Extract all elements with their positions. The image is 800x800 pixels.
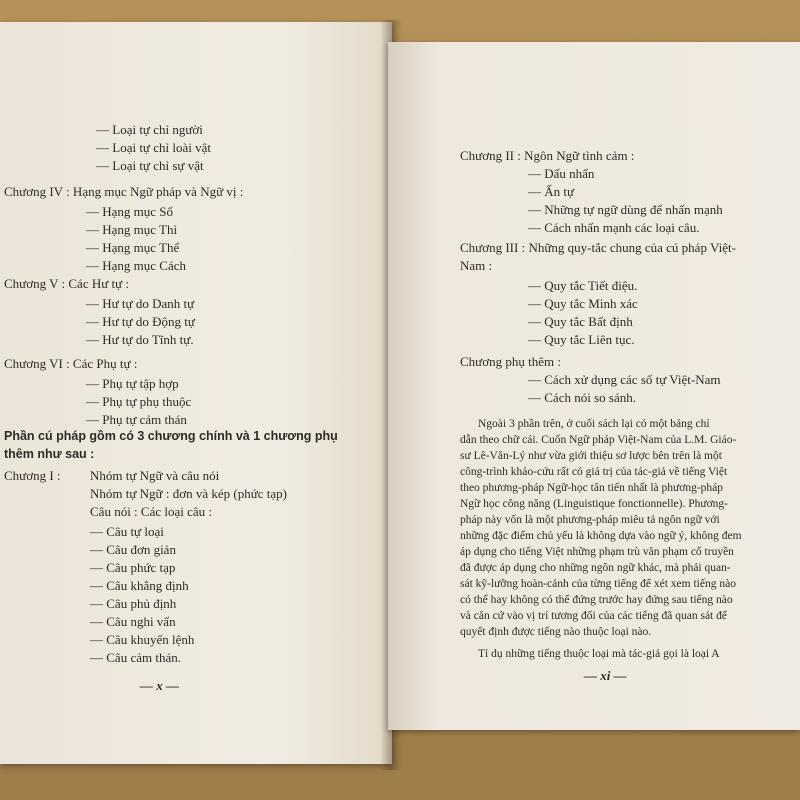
list-item: — Quy tắc Liên tục. <box>528 332 635 347</box>
page-number: — xi — <box>584 668 627 683</box>
chapter-heading-cont: Nam : <box>460 258 493 273</box>
list-item: — Loại tự chỉ người <box>96 122 203 137</box>
list-item: — Cách nhấn mạnh các loại câu. <box>528 220 700 235</box>
list-item: — Câu phức tạp <box>90 560 176 575</box>
list-item: — Quy tắc Bất định <box>528 314 633 329</box>
section-intro: thêm như sau : <box>4 447 95 461</box>
chapter-subline: Câu nói : Các loại câu : <box>90 504 213 519</box>
list-item: — Loại tự chỉ loài vật <box>96 140 211 155</box>
list-item: — Hạng mục Thể <box>86 240 180 255</box>
chapter-heading: Chương V : Các Hư tự : <box>4 276 130 291</box>
list-item: — Quy tắc Minh xác <box>528 296 638 311</box>
list-item: — Câu khuyến lệnh <box>90 632 195 647</box>
paragraph-line: sát kỹ-lưỡng hoàn-cảnh của từng tiếng để xét xem tiếng nào <box>460 578 736 590</box>
list-item: — Câu tự loại <box>90 524 164 539</box>
list-item: — Hư tự do Động tự <box>86 314 195 329</box>
list-item: — Những tự ngữ dùng để nhấn mạnh <box>528 202 723 217</box>
list-item: — Phụ tự tập hợp <box>86 376 179 391</box>
chapter-heading: Chương VI : Các Phụ tự : <box>4 356 138 371</box>
paragraph-line: theo phương-pháp Ngữ-học tân tiến nhất là phương-pháp <box>460 482 724 494</box>
paragraph-line: Ngoài 3 phần trên, ở cuối sách lại có một bảng chỉ <box>478 418 710 430</box>
paragraph-line: đã được áp dụng cho những ngôn ngữ khác, mà phải quan- <box>460 562 731 574</box>
paragraph-line: dẫn theo chữ cái. Cuốn Ngữ pháp Việt-Nam của L.M. Giáo- <box>460 434 737 446</box>
paragraph-line: những đặc điểm chủ yếu là không dựa vào ngữ ý, không đem <box>460 530 742 542</box>
list-item: — Câu khẳng định <box>90 578 189 593</box>
chapter-label: Chương I : <box>4 468 61 483</box>
list-item: — Câu cảm thán. <box>90 650 181 665</box>
paragraph-line: áp dụng cho tiếng Việt những phạm trù văn phạm cổ truyền <box>460 546 734 558</box>
list-item: — Câu đơn giản <box>90 542 176 557</box>
paragraph-line: Tỉ dụ những tiếng thuộc loại mà tác-giả gọi là loại A <box>478 648 720 660</box>
chapter-heading: Chương phụ thêm : <box>460 354 561 369</box>
list-item: — Hạng mục Thì <box>86 222 178 237</box>
list-item: — Câu nghi vấn <box>90 614 176 629</box>
list-item: — Câu phủ định <box>90 596 177 611</box>
list-item: — Phụ tự cảm thán <box>86 412 187 427</box>
paragraph-line: có thể hay không có thể đứng trước hay đứng sau tiếng nào <box>460 594 733 606</box>
paragraph-line: công-trình khảo-cứu rất có giá trị của tác-giả về tiếng Việt <box>460 466 728 478</box>
chapter-subline: Nhóm tự Ngữ : đơn và kép (phức tạp) <box>90 486 287 501</box>
list-item: — Dấu nhấn <box>528 166 595 181</box>
paragraph-line: quyết định được tiếng nào thuộc loại nào. <box>460 626 652 638</box>
paragraph-line: sư Lê-Văn-Lý như vừa giới thiệu sơ lược bên trên là một <box>460 450 722 462</box>
list-item: — Cách xử dụng các số tự Việt-Nam <box>528 372 721 387</box>
paragraph-line: và căn cứ vào vị trí tương đối của các tiếng đã quan sát để <box>460 610 727 622</box>
list-item: — Hư tự do Danh tự <box>86 296 195 311</box>
list-item: — Quy tắc Tiết điệu. <box>528 278 638 293</box>
chapter-heading: Chương IV : Hạng mục Ngữ pháp và Ngữ vị : <box>4 184 244 199</box>
paragraph-line: Ngữ học công năng (Linguistique fonctionnelle). Phương- <box>460 498 728 510</box>
chapter-heading: Chương III : Những quy-tắc chung của cú pháp Việt- <box>460 240 736 255</box>
chapter-heading: Chương II : Ngôn Ngữ tình cảm : <box>460 148 635 163</box>
paragraph-line: pháp này vốn là một phương-pháp miêu tả ngôn ngữ với <box>460 514 720 526</box>
list-item: — Loại tự chỉ sự vật <box>96 158 204 173</box>
list-item: — Cách nói so sánh. <box>528 390 636 405</box>
page-number: — x — <box>140 678 179 693</box>
chapter-heading: Nhóm tự Ngữ và câu nói <box>90 468 220 483</box>
list-item: — Hạng mục Số <box>86 204 174 219</box>
right-page <box>388 42 800 730</box>
list-item: — Hư tự do Tĩnh tự. <box>86 332 194 347</box>
list-item: — Ấn tự <box>528 184 575 199</box>
left-page <box>0 22 392 764</box>
section-intro: Phần cú pháp gồm có 3 chương chính và 1 chương phụ <box>4 429 338 443</box>
list-item: — Hạng mục Cách <box>86 258 187 273</box>
list-item: — Phụ tự phụ thuộc <box>86 394 192 409</box>
